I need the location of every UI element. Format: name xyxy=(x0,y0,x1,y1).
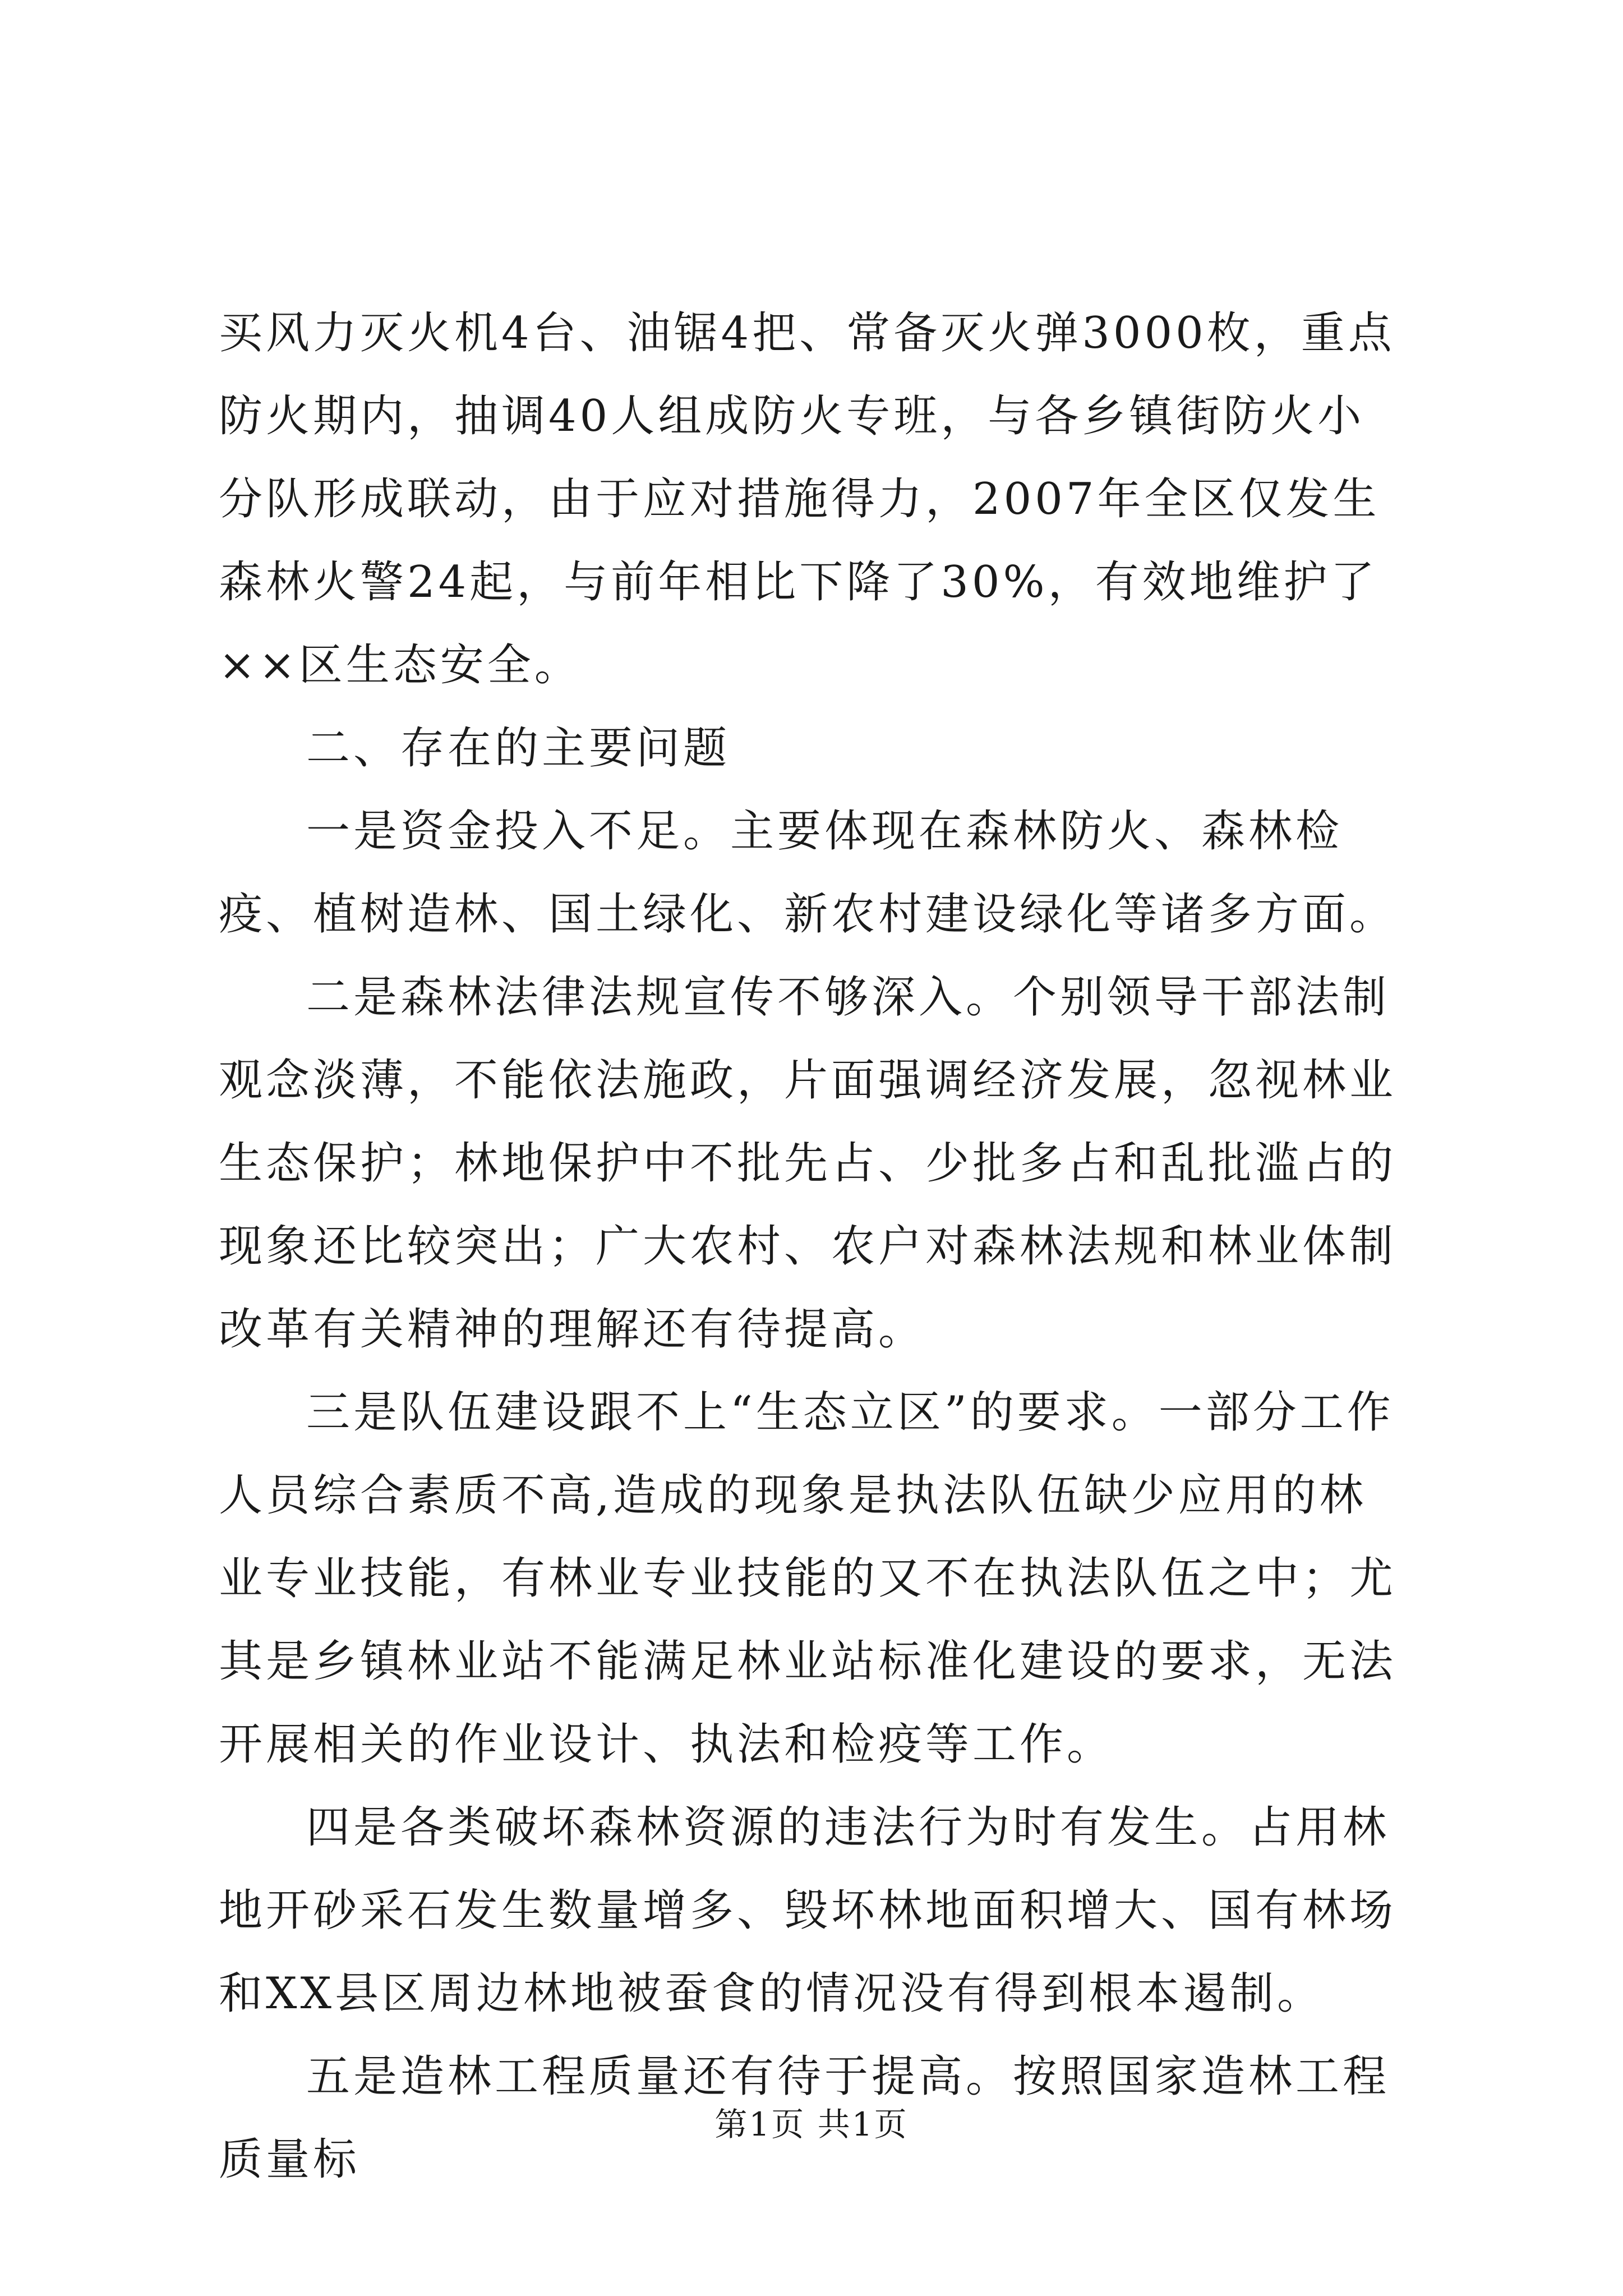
document-body xyxy=(219,292,1408,2201)
section-heading: 二、存在的主要问题 xyxy=(306,723,731,774)
page-number-footer: 第1页 共1页 xyxy=(714,2105,909,2143)
paragraph: 一是资金投入不足。主要体现在森林防火、森林检疫、植树造林、国土绿化、新农村建设绿化等诸多方面。 xyxy=(219,806,1397,940)
paragraph: 四是各类破坏森林资源的违法行为时有发生。占用林地开砂采石发生数量增多、毁坏林地面积增大、国有林场和XX县区周边林地被蚕食的情况没有得到根本遏制。 xyxy=(219,1802,1397,2019)
paragraph: 买风力灭火机4台、油锯4把、常备灭火弹3000枚，重点防火期内，抽调40人组成防火专班，与各乡镇街防火小分队形成联动，由于应对措施得力，2007年全区仅发生森林火警24起，与前年相比下降了30%，有效地维护了××区生态安全。 xyxy=(219,308,1395,691)
paragraph: 三是队伍建设跟不上“生态立区”的要求。一部分工作人员综合素质不高,造成的现象是执法队伍缺少应用的林业专业技能，有林业专业技能的又不在执法队伍之中；尤其是乡镇林业站不能满足林业站标准化建设的要求，无法开展相关的作业设计、执法和检疫等工作。 xyxy=(219,1387,1397,1770)
paragraph: 五是造林工程质量还有待于提高。按照国家造林工程质量标 xyxy=(219,2051,1390,2185)
paragraph: 二是森林法律法规宣传不够深入。个别领导干部法制观念淡薄，不能依法施政，片面强调经济发展，忽视林业生态保护；林地保护中不批先占、少批多占和乱批滥占的现象还比较突出；广大农村、农户对森林法规和林业体制改革有关精神的理解还有待提高。 xyxy=(219,972,1397,1355)
